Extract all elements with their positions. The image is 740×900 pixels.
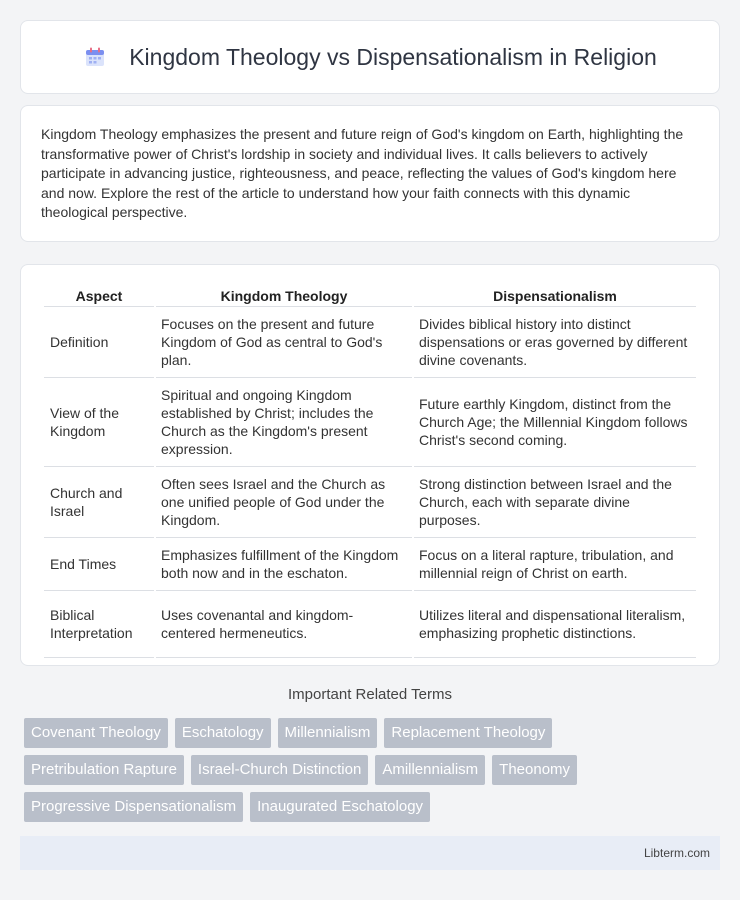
table-row	[44, 538, 696, 591]
footer-site-link[interactable]: Libterm.com	[643, 846, 710, 860]
related-term-tag[interactable]: Pretribulation Rapture	[24, 755, 184, 785]
cell-dispensationalism: Focus on a literal rapture, tribulation, and millennial reign of Christ on earth.	[414, 538, 696, 591]
cell-aspect: Church and Israel	[44, 467, 154, 538]
cell-kingdom-theology: Focuses on the present and future Kingdom of God as central to God's plan.	[156, 307, 412, 378]
related-term-tag[interactable]: Covenant Theology	[24, 718, 168, 748]
related-terms-heading: Important Related Terms	[288, 686, 452, 703]
related-term-tag[interactable]: Israel-Church Distinction	[191, 755, 368, 785]
related-term-tag[interactable]: Amillennialism	[375, 755, 485, 785]
cell-kingdom-theology: Uses covenantal and kingdom-centered hermeneutics.	[156, 591, 412, 658]
title-card	[20, 20, 720, 94]
related-term-tag[interactable]: Theonomy	[492, 755, 577, 785]
cell-aspect: Biblical Interpretation	[44, 591, 154, 658]
cell-aspect: End Times	[44, 538, 154, 591]
table-header-row	[44, 284, 696, 307]
intro-paragraph: Kingdom Theology emphasizes the present and future reign of God's kingdom on Earth, highlighting the transformative power of Christ's lordship in society and individual lives. It calls believers to actively participate in advancing justice, righteousness, and peace, reflecting the values of God's kingdom here and now. Explore the rest of the article to understand how your faith connects with this dynamic theological perspective.	[41, 126, 684, 221]
related-terms-list	[24, 718, 724, 829]
table-row	[44, 467, 696, 538]
related-term-tag[interactable]: Inaugurated Eschatology	[250, 792, 430, 822]
related-term-tag[interactable]: Progressive Dispensationalism	[24, 792, 243, 822]
cell-dispensationalism: Future earthly Kingdom, distinct from the Church Age; the Millennial Kingdom follows Christ's second coming.	[414, 378, 696, 467]
cell-kingdom-theology: Spiritual and ongoing Kingdom established by Christ; includes the Church as the Kingdom's present expression.	[156, 378, 412, 467]
header-dispensationalism: Dispensationalism	[414, 284, 696, 307]
related-term-tag[interactable]: Eschatology	[175, 718, 271, 748]
cell-dispensationalism: Utilizes literal and dispensational literalism, emphasizing prophetic distinctions.	[414, 591, 696, 658]
cell-dispensationalism: Strong distinction between Israel and the Church, each with separate divine purposes.	[414, 467, 696, 538]
header-kingdom-theology: Kingdom Theology	[156, 284, 412, 307]
table-row	[44, 307, 696, 378]
table-row	[44, 378, 696, 467]
intro-card	[20, 105, 720, 242]
table-row	[44, 591, 696, 658]
cell-dispensationalism: Divides biblical history into distinct dispensations or eras governed by different divine covenants.	[414, 307, 696, 378]
cell-aspect: View of the Kingdom	[44, 378, 154, 467]
cell-kingdom-theology: Emphasizes fulfillment of the Kingdom both now and in the eschaton.	[156, 538, 412, 591]
comparison-table-card	[20, 264, 720, 666]
header-aspect: Aspect	[44, 284, 154, 307]
cell-kingdom-theology: Often sees Israel and the Church as one unified people of God under the Kingdom.	[156, 467, 412, 538]
page-title: Kingdom Theology vs Dispensationalism in Religion	[129, 43, 657, 70]
calendar-icon	[83, 45, 107, 69]
cell-aspect: Definition	[44, 307, 154, 378]
related-term-tag[interactable]: Replacement Theology	[384, 718, 552, 748]
related-term-tag[interactable]: Millennialism	[278, 718, 378, 748]
comparison-table	[42, 284, 698, 658]
footer	[20, 836, 720, 870]
